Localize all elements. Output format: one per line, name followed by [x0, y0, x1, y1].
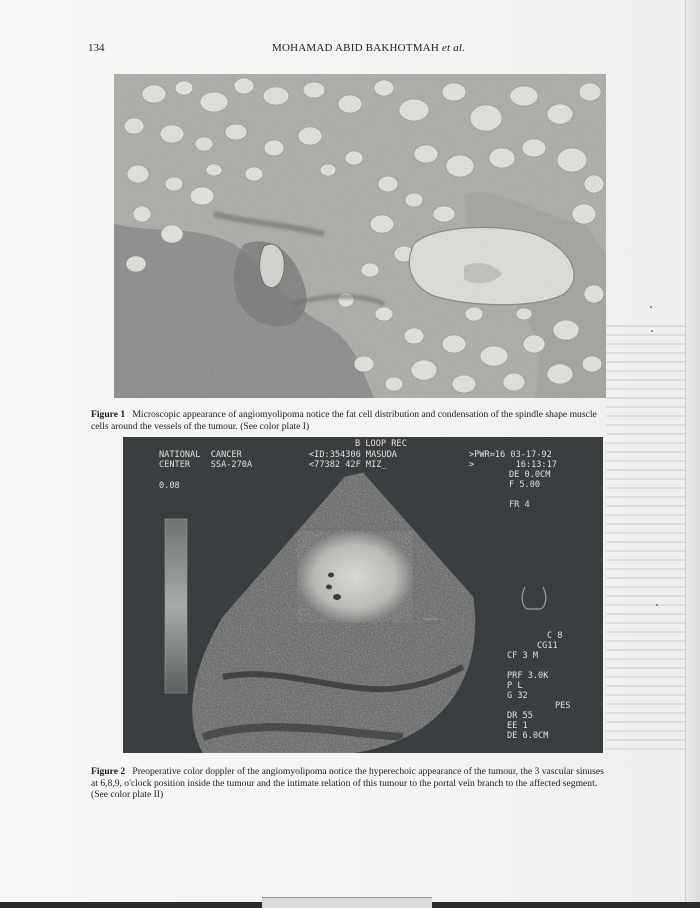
running-head-author: MOHAMAD ABID BAKHOTMAH [272, 42, 439, 54]
figure-2-caption [91, 766, 611, 801]
overlay-patient-info: <77382 42F MIZ_ [309, 460, 387, 470]
overlay-param: F 5.00 [509, 480, 541, 490]
overlay-institution-2: CENTER SSA-270A [159, 460, 253, 470]
overlay-params-upper [509, 470, 601, 510]
micrograph-image [114, 74, 606, 398]
overlay-param: C 8 [547, 631, 563, 641]
overlay-param: DR 55 [507, 711, 533, 721]
overlay-date: >PWR=16 03-17-92 [469, 450, 552, 460]
figure-2-ultrasound [123, 437, 603, 753]
overlay-param: G 32 [507, 691, 528, 701]
page-number: 134 [88, 42, 105, 54]
overlay-depth-top: 0.08 [159, 481, 180, 491]
overlay-param: FR 4 [509, 500, 530, 510]
overlay-institution-1: NATIONAL CANCER [159, 450, 242, 460]
figure-1-micrograph [114, 74, 606, 398]
figure-1-caption-text: Microscopic appearance of angiomyolipoma notice the fat cell distribution and condensation of the spindle shape muscle cells around the vessels of the tumour. (See color plate I) [91, 409, 597, 432]
overlay-param: PES [555, 701, 571, 711]
ultrasound-overlay [123, 437, 603, 753]
scan-speck [656, 604, 658, 606]
scan-bottom-tab [262, 897, 432, 908]
running-header [88, 42, 608, 58]
figure-1-caption [91, 409, 611, 432]
overlay-param: EE 1 [507, 721, 528, 731]
overlay-time: > 16:13:17 [469, 460, 557, 470]
figure-2-caption-text: Preoperative color doppler of the angiomyolipoma notice the hyperechoic appearance of the tumour, the 3 vascular sinuses at 6,8,9, o'clock position inside the tumour and the intimate relation of this tumour to the portal vein branch to the affected segment. (See color plate II) [91, 766, 604, 800]
page-edge [685, 0, 700, 908]
overlay-param: CG11 [537, 641, 558, 651]
running-head-etal: et al. [441, 42, 466, 54]
running-head [272, 42, 465, 54]
overlay-param [507, 661, 601, 671]
figure-2-label: Figure 2 [91, 766, 126, 777]
bleed-through-lines [606, 318, 686, 758]
overlay-param: DE 6.0CM [507, 731, 549, 741]
overlay-param: P L [507, 681, 523, 691]
overlay-param: PRF 3.0K [507, 671, 549, 681]
overlay-patient-id: <ID:354306 MASUDA [309, 450, 397, 460]
overlay-mode: B LOOP REC [355, 439, 407, 449]
figure-1-label: Figure 1 [91, 409, 126, 420]
bleed-through-text [612, 36, 692, 96]
scan-speck [650, 306, 652, 308]
overlay-param [509, 490, 601, 500]
overlay-param: CF 3 M [507, 651, 539, 661]
scan-speck [651, 330, 653, 332]
overlay-param: DE 0.0CM [509, 470, 551, 480]
overlay-params-lower [507, 631, 601, 741]
